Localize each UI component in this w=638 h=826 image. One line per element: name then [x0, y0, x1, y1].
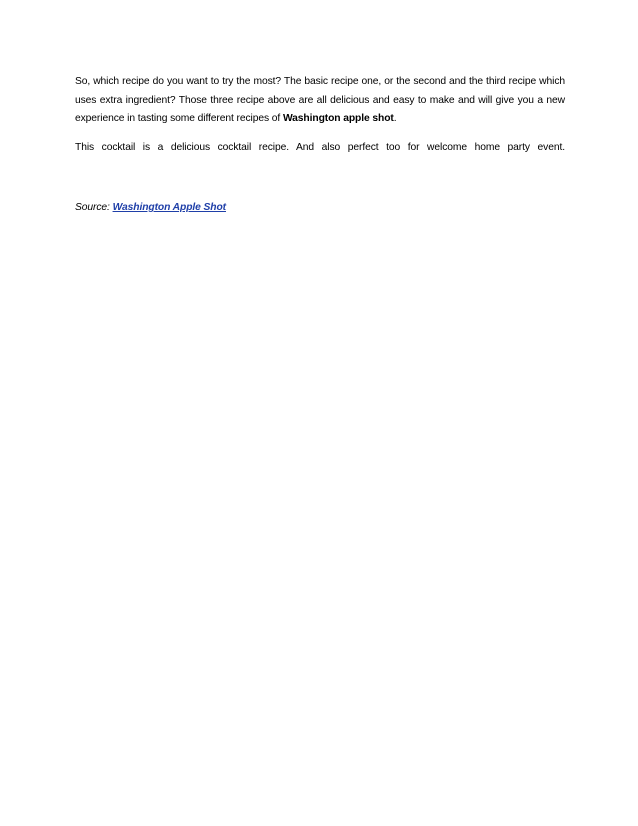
source-label: Source: [75, 202, 113, 213]
paragraph-recipe-question-text: So, which recipe do you want to try the most? The basic recipe one, or the second and the third recipe which uses extra ingredient? Those three recipe above are all delicious and easy to make and will give you a new experience in tasting some different recipes of [75, 76, 565, 124]
washington-apple-shot-bold-text: Washington apple shot [282, 113, 394, 124]
document-body [75, 73, 565, 218]
source-line [75, 199, 565, 218]
paragraph-cocktail-description: This cocktail is a delicious cocktail recipe. And also perfect too for welcome home party event. [75, 141, 565, 153]
paragraph-recipe-question [75, 73, 565, 129]
source-link[interactable]: Washington Apple Shot [112, 202, 227, 213]
paragraph-recipe-question-end: . [393, 113, 397, 124]
